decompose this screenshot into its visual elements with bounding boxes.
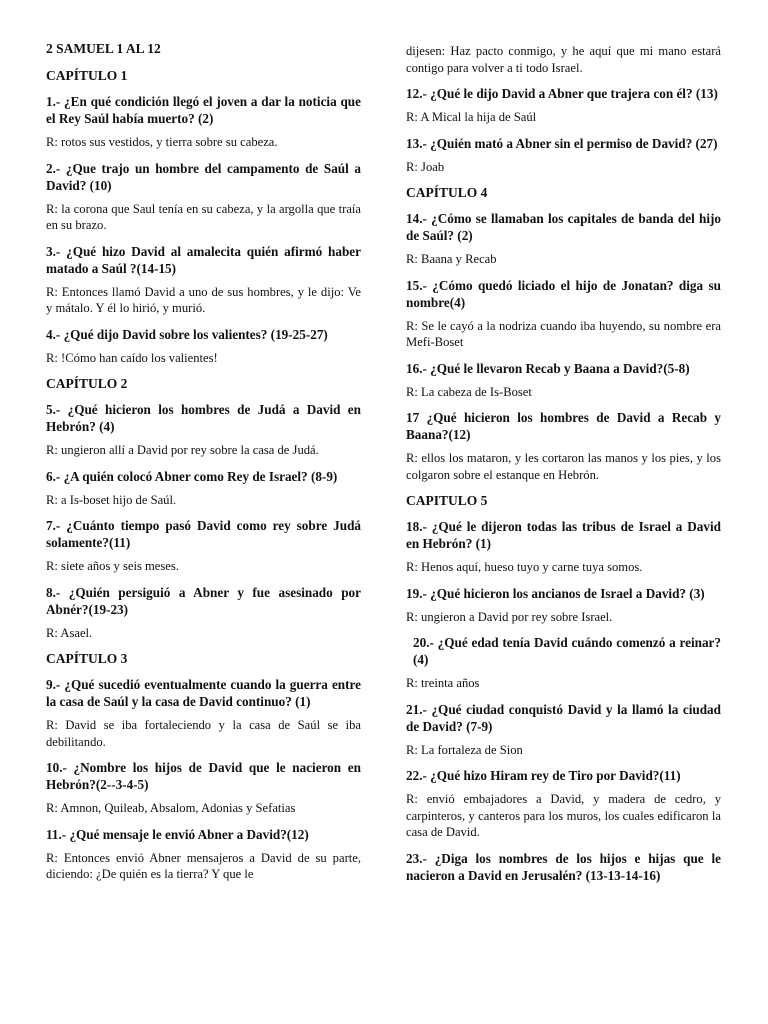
question: 5.- ¿Qué hicieron los hombres de Judá a David en Hebrón? (4)	[46, 402, 361, 434]
answer: R: Se le cayó a la nodriza cuando iba huyendo, su nombre era Mefi-Boset	[406, 318, 721, 349]
chapter-heading: CAPÍTULO 2	[46, 376, 128, 391]
question: 7.- ¿Cuánto tiempo pasó David como rey sobre Judá solamente?(11)	[46, 518, 361, 550]
answer: R: Entonces envió Abner mensajeros a David de su parte, diciendo: ¿De quién es la tierra? Y que le	[46, 850, 361, 881]
answer-continued: dijesen: Haz pacto conmigo, y he aquí que mi mano estará contigo para volver a ti todo Israel.	[406, 44, 721, 75]
question: 6.- ¿A quién colocó Abner como Rey de Israel? (8-9)	[46, 468, 338, 484]
chapter-heading: CAPÍTULO 4	[406, 185, 488, 200]
question: 19.- ¿Qué hicieron los ancianos de Israel a David? (3)	[406, 585, 705, 601]
question: 14.- ¿Cómo se llamaban los capitales de banda del hijo de Saúl? (2)	[406, 211, 721, 243]
chapter-heading: CAPÍTULO 3	[46, 651, 128, 666]
answer: R: treinta años	[406, 676, 480, 690]
answer: R: !Cómo han caído los valientes!	[46, 350, 218, 365]
right-column	[406, 43, 721, 891]
answer: R: David se iba fortaleciendo y la casa de Saúl se iba debilitando.	[46, 718, 361, 749]
answer: R: la corona que Saul tenía en su cabeza, y la argolla que traía en su brazo.	[46, 201, 361, 232]
answer: R: Asael.	[46, 625, 93, 640]
question: 9.- ¿Qué sucedió eventualmente cuando la guerra entre la casa de Saúl y la casa de David continuo? (1)	[46, 677, 361, 709]
answer: R: Baana y Recab	[406, 252, 497, 266]
question: 13.- ¿Quién mató a Abner sin el permiso de David? (27)	[406, 135, 718, 151]
answer: R: Henos aquí, hueso tuyo y carne tuya somos.	[406, 560, 643, 574]
left-column	[46, 40, 361, 892]
answer: R: a Is-boset hijo de Saúl.	[46, 492, 177, 507]
answer: R: siete años y seis meses.	[46, 559, 179, 573]
question: 16.- ¿Qué le llevaron Recab y Baana a David?(5-8)	[406, 360, 690, 376]
question: 21.- ¿Qué ciudad conquistó David y la llamó la ciudad de David? (7-9)	[406, 701, 721, 734]
answer: R: ungieron a David por rey sobre Israel.	[406, 609, 613, 624]
document-title: 2 SAMUEL 1 AL 12	[46, 41, 161, 56]
question: 1.- ¿En qué condición llegó el joven a dar la noticia que el Rey Saúl había muerto? (2)	[46, 94, 361, 126]
question: 23.- ¿Diga los nombres de los hijos e hijas que le nacieron a David en Jerusalén? (13-13-14-16)	[406, 850, 721, 883]
answer: R: rotos sus vestidos, y tierra sobre su cabeza.	[46, 135, 278, 149]
question: 17 ¿Qué hicieron los hombres de David a Recab y Baana?(12)	[406, 410, 721, 442]
answer: R: ellos los mataron, y les cortaron las manos y los pies, y los colgaron sobre el estanque en Hebrón.	[406, 451, 721, 482]
question: 20.- ¿Qué edad tenía David cuándo comenzó a reinar? (4)	[413, 635, 721, 667]
question: 4.- ¿Qué dijo David sobre los valientes? (19-25-27)	[46, 326, 328, 342]
answer: R: Amnon, Quileab, Absalom, Adonias y Sefatias	[46, 801, 296, 815]
question: 15.- ¿Cómo quedó liciado el hijo de Jonatan? diga su nombre(4)	[406, 277, 721, 310]
question: 3.- ¿Qué hizo David al amalecita quién afirmó haber matado a Saúl ?(14-15)	[46, 243, 361, 276]
chapter-heading: CAPITULO 5	[406, 493, 488, 508]
answer: R: A Mical la hija de Saúl	[406, 110, 537, 124]
answer: R: La fortaleza de Sion	[406, 742, 523, 757]
question: 12.- ¿Qué le dijo David a Abner que trajera con él? (13)	[406, 86, 718, 101]
question: 11.- ¿Qué mensaje le envió Abner a David?(12)	[46, 826, 309, 842]
answer: R: envió embajadores a David, y madera de cedro, y carpinteros, y canteros para los muros, los cuales edificaron la casa de David.	[406, 792, 721, 839]
question: 8.- ¿Quién persiguió a Abner y fue asesinado por Abnér?(19-23)	[46, 584, 361, 617]
answer: R: ungieron allí a David por rey sobre la casa de Judá.	[46, 443, 319, 457]
question: 2.- ¿Que trajo un hombre del campamento de Saúl a David? (10)	[46, 160, 361, 193]
question: 18.- ¿Qué le dijeron todas las tribus de Israel a David en Hebrón? (1)	[406, 519, 721, 551]
answer: R: Joab	[406, 159, 445, 174]
answer: R: Entonces llamó David a uno de sus hombres, y le dijo: Ve y mátalo. Y él lo hirió, y murió.	[46, 284, 361, 315]
chapter-heading: CAPÍTULO 1	[46, 68, 128, 83]
answer: R: La cabeza de Is-Boset	[406, 384, 532, 399]
question: 10.- ¿Nombre los hijos de David que le nacieron en Hebrón?(2--3-4-5)	[46, 760, 361, 792]
question: 22.- ¿Qué hizo Hiram rey de Tiro por David?(11)	[406, 768, 681, 783]
